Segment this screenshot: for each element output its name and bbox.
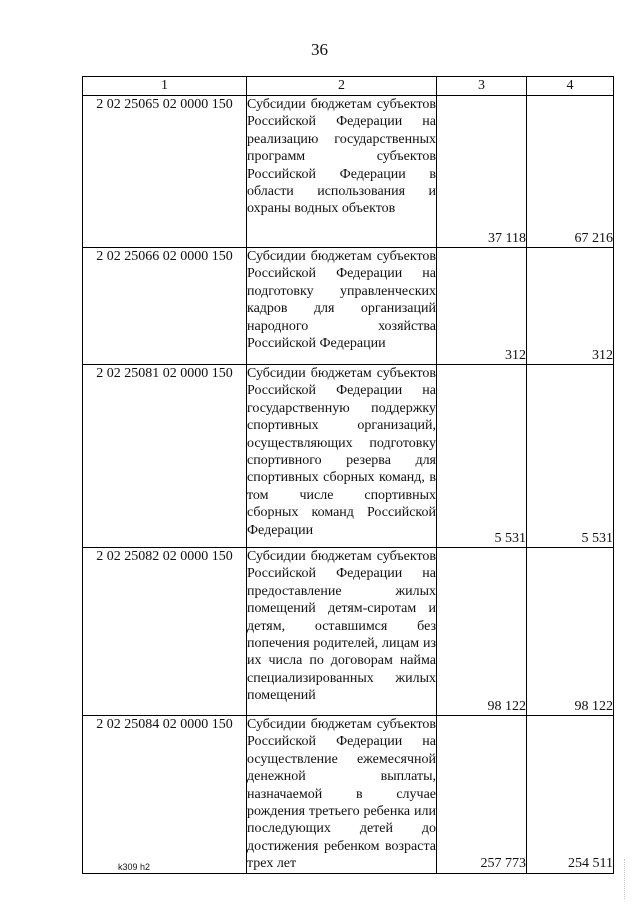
budget-code: 2 02 25081 02 0000 150 xyxy=(83,365,247,548)
row-description: Субсидии бюджетам субъектов Российской Федерации на реализацию государственных программ субъектов Российской Федерации в области использования и охраны водных объектов xyxy=(247,96,437,248)
row-description: Субсидии бюджетам субъектов Российской Федерации на подготовку управленческих кадров для организаций народного хозяйства Российской Федерации xyxy=(247,248,437,365)
table-row xyxy=(83,96,614,248)
header-col-4: 4 xyxy=(527,77,614,96)
budget-code: 2 02 25065 02 0000 150 xyxy=(83,96,247,248)
table-body xyxy=(83,96,614,874)
value-col-4: 5 531 xyxy=(527,365,614,548)
header-row xyxy=(83,77,614,96)
table-row xyxy=(83,548,614,716)
row-description: Субсидии бюджетам субъектов Российской Федерации на предоставление жилых помещений детям-сиротам и детям, оставшимся без попечения родителей, лицам из их числа по договорам найма специализированных жилых помещений xyxy=(247,548,437,716)
value-col-3: 98 122 xyxy=(437,548,527,716)
value-col-3: 312 xyxy=(437,248,527,365)
budget-code: 2 02 25082 02 0000 150 xyxy=(83,548,247,716)
value-col-4: 254 511 xyxy=(527,716,614,874)
table-row xyxy=(83,716,614,874)
header-col-1: 1 xyxy=(83,77,247,96)
table-header xyxy=(83,77,614,96)
budget-code: 2 02 25066 02 0000 150 xyxy=(83,248,247,365)
page-number: 36 xyxy=(311,40,328,59)
table-row xyxy=(83,365,614,548)
table-row xyxy=(83,248,614,365)
row-description: Субсидии бюджетам субъектов Российской Федерации на осуществление ежемесячной денежной выплаты, назначаемой в случае рождения третьего ребенка или последующих детей до достижения ребенком возраста трех лет xyxy=(247,717,436,872)
scan-artifact xyxy=(624,859,635,899)
header-col-2: 2 xyxy=(247,77,437,96)
budget-table xyxy=(82,76,614,874)
header-col-3: 3 xyxy=(437,77,527,96)
value-col-4: 312 xyxy=(527,248,614,365)
value-col-3: 257 773 xyxy=(437,716,527,874)
value-col-4: 98 122 xyxy=(527,548,614,716)
footer-code: k309 h2 xyxy=(118,862,151,872)
value-col-3: 37 118 xyxy=(437,96,527,248)
value-col-4: 67 216 xyxy=(527,96,614,248)
value-col-3: 5 531 xyxy=(437,365,527,548)
budget-code: 2 02 25084 02 0000 150 xyxy=(83,716,247,874)
row-description: Субсидии бюджетам субъектов Российской Федерации на государственную поддержку спортивных организаций, осуществляющих подготовку спортивного резерва для спортивных сборных команд, в том числе спортивных сборных команд Российской Федерации xyxy=(247,365,437,548)
